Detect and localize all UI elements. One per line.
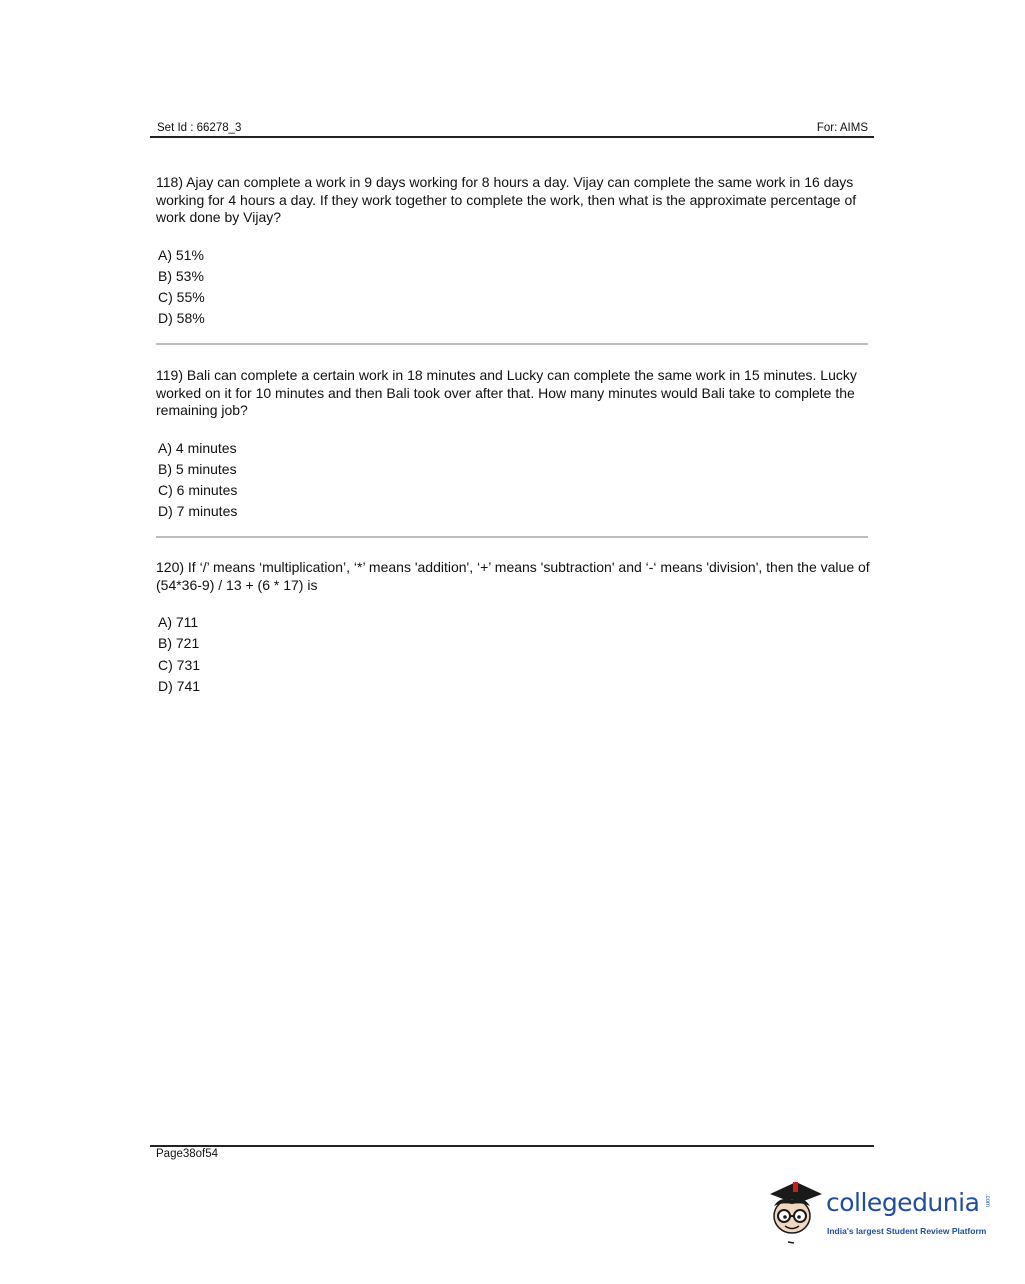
option-a: A) 51% <box>158 246 204 263</box>
footer-rule <box>150 1145 874 1147</box>
option-b: B) 5 minutes <box>158 460 237 477</box>
option-list <box>156 612 870 697</box>
option-c: C) 731 <box>158 656 201 673</box>
option-list <box>156 245 870 330</box>
option-c: C) 55% <box>158 289 205 306</box>
question-118 <box>156 174 870 330</box>
option-d: D) 7 minutes <box>158 503 238 520</box>
page-header <box>150 120 874 138</box>
option-b: B) 721 <box>158 635 200 652</box>
question-text: 119) Bali can complete a certain work in 18 minutes and Lucky can complete the same work in 15 minutes. Lucky worked on it for 10 minutes and then Bali took over after that. How many minutes would Bali take to complete the remaining job? <box>156 367 857 418</box>
question-text: 120) If ‘/’ means ‘multiplication’, ‘*’ means 'addition', ‘+’ means 'subtraction' and ‘-‘ means 'division', then the value of (54*36-9) / 13 + (6 * 17) is <box>156 559 870 593</box>
option-d: D) 58% <box>158 310 205 327</box>
page-number: Page38of54 <box>156 1148 219 1160</box>
logo-tagline: India's largest Student Review Platform <box>827 1226 987 1236</box>
set-id: Set Id : 66278_3 <box>157 122 242 134</box>
collegedunia-logo <box>766 1176 996 1246</box>
question-divider <box>156 343 868 345</box>
option-b: B) 53% <box>158 267 204 284</box>
question-120 <box>156 559 870 697</box>
logo-wordmark: collegedunia <box>826 1188 980 1217</box>
logo-domain: .com <box>984 1194 990 1208</box>
question-divider <box>156 536 868 538</box>
option-a: A) 711 <box>158 614 199 630</box>
question-119 <box>156 367 870 523</box>
option-a: A) 4 minutes <box>158 439 237 456</box>
question-text: 118) Ajay can complete a work in 9 days working for 8 hours a day. Vijay can complete the same work in 16 days working for 4 hours a day. If they work together to complete the work, then what is the approximate percentage of work done by Vijay? <box>156 174 857 225</box>
mascot-icon <box>766 1176 826 1246</box>
option-c: C) 6 minutes <box>158 482 238 499</box>
exam-name: For: AIMS <box>816 122 868 134</box>
option-list <box>156 438 870 523</box>
option-d: D) 741 <box>158 677 201 694</box>
